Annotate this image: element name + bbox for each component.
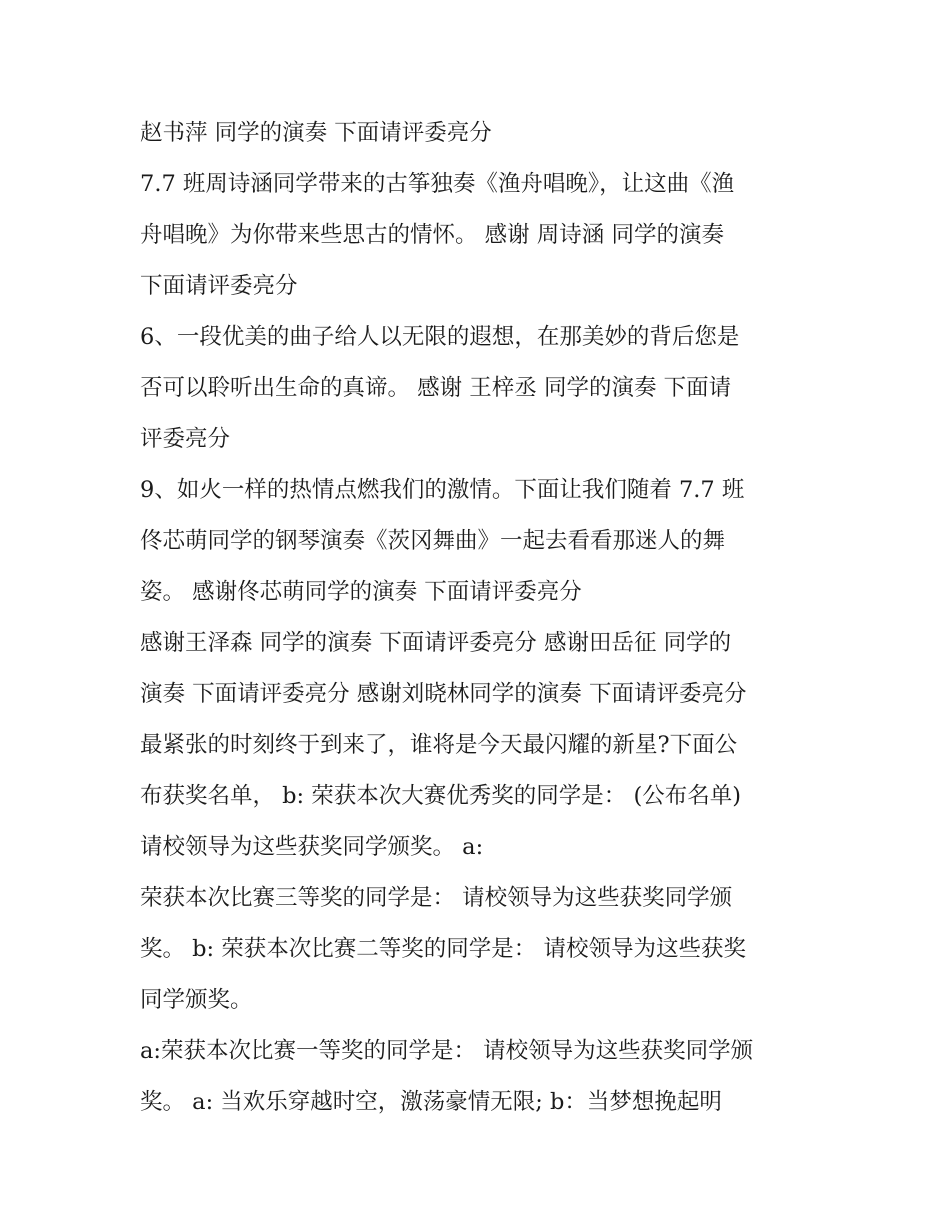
- document-body: [140, 108, 830, 1128]
- text-line: 同学颁奖。: [140, 987, 253, 1013]
- text-line: 感谢王泽森 同学的演奏 下面请评委亮分 感谢田岳征 同学的: [140, 630, 732, 656]
- text-line: 否可以聆听出生命的真谛。 感谢 王梓丞 同学的演奏 下面请: [140, 375, 732, 401]
- text-line: 请校领导为这些获奖同学颁奖。 a:: [140, 834, 484, 860]
- text-line: 奖。 b: 荣获本次比赛二等奖的同学是： 请校领导为这些获奖: [140, 936, 746, 962]
- text-line: 布获奖名单， b: 荣获本次大赛优秀奖的同学是： (公布名单): [140, 783, 741, 809]
- text-line: 姿。 感谢佟芯萌同学的演奏 下面请评委亮分: [140, 579, 582, 605]
- text-line: 评委亮分: [140, 426, 231, 452]
- text-line: 荣获本次比赛三等奖的同学是： 请校领导为这些获奖同学颁: [140, 885, 733, 911]
- text-line: 奖。 a: 当欢乐穿越时空，激荡豪情无限; b：当梦想挽起明: [140, 1089, 722, 1115]
- text-line: 7.7 班周诗涵同学带来的古筝独奏《渔舟唱晚》，让这曲《渔: [140, 171, 735, 197]
- text-line: 最紧张的时刻终于到来了，谁将是今天最闪耀的新星?下面公: [140, 732, 738, 758]
- text-line: 下面请评委亮分: [140, 273, 298, 299]
- text-line: 舟唱晚》为你带来些思古的情怀。 感谢 周诗涵 同学的演奏: [140, 222, 724, 248]
- text-line: 演奏 下面请评委亮分 感谢刘晓林同学的演奏 下面请评委亮分: [140, 681, 747, 707]
- text-line: a:荣获本次比赛一等奖的同学是： 请校领导为这些获奖同学颁: [140, 1038, 754, 1064]
- text-line: 赵书萍 同学的演奏 下面请评委亮分: [140, 120, 492, 146]
- text-line: 6、一段优美的曲子给人以无限的遐想，在那美妙的背后您是: [140, 324, 740, 350]
- text-line: 9、如火一样的热情点燃我们的激情。下面让我们随着 7.7 班: [140, 477, 745, 503]
- text-line: 佟芯萌同学的钢琴演奏《茨冈舞曲》一起去看看那迷人的舞: [140, 528, 726, 554]
